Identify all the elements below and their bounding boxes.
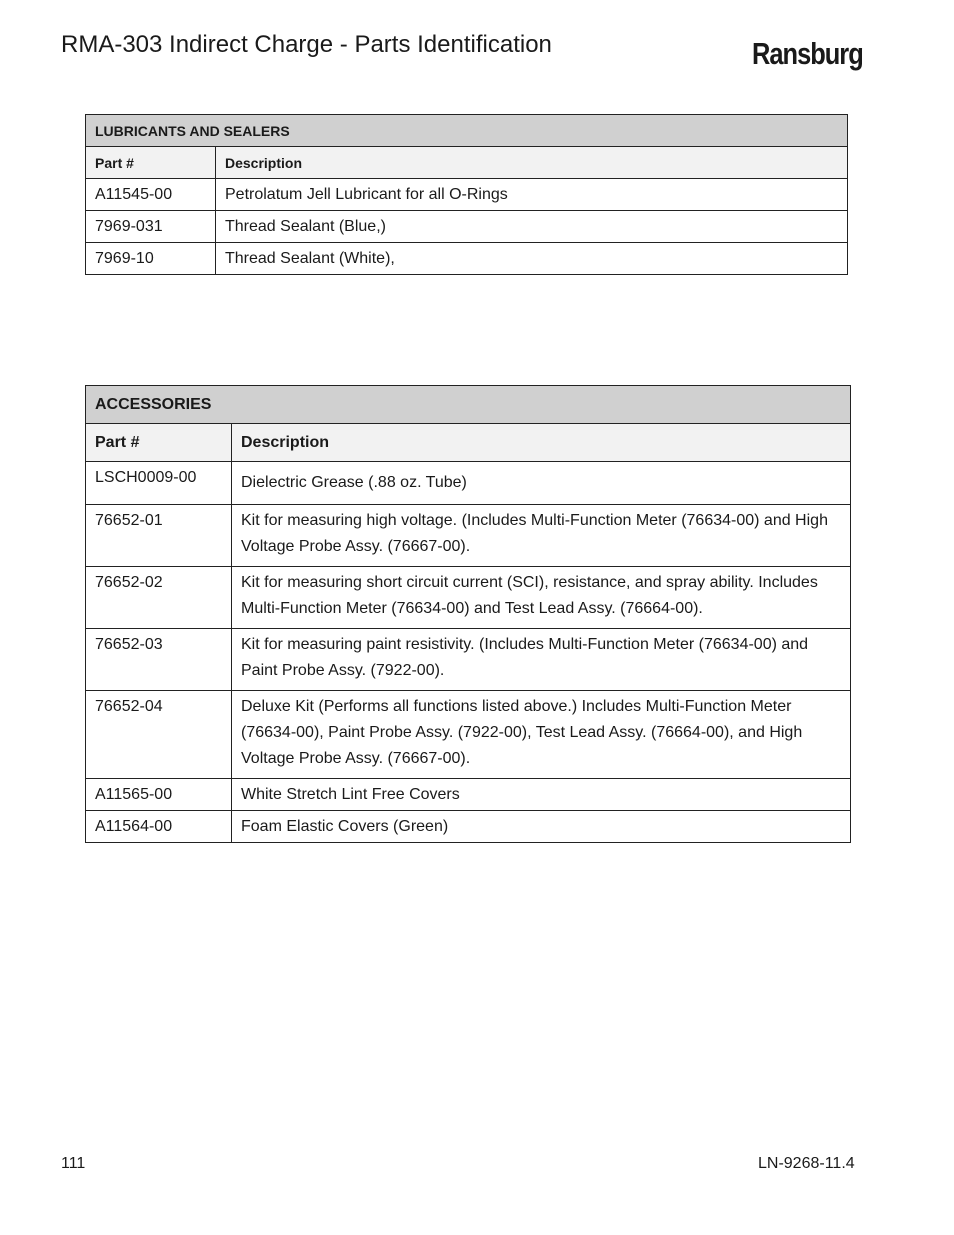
lubricants-table	[85, 114, 848, 275]
description-cell: Thread Sealant (Blue,)	[216, 211, 848, 243]
table-row	[86, 629, 851, 691]
page-number: 111	[61, 1155, 86, 1172]
table-row	[86, 811, 851, 843]
part-number-cell: 76652-01	[86, 505, 232, 567]
part-number-cell: A11545-00	[86, 179, 216, 211]
description-cell: Thread Sealant (White),	[216, 243, 848, 275]
table-section-header	[86, 115, 848, 147]
part-number-cell: 76652-04	[86, 691, 232, 779]
description-cell: Kit for measuring paint resistivity. (Includes Multi-Function Meter (76634-00) and Paint Probe Assy. (7922-00).	[232, 629, 851, 691]
table-row	[86, 211, 848, 243]
description-cell: Petrolatum Jell Lubricant for all O-Rings	[216, 179, 848, 211]
column-header-description: Description	[232, 424, 851, 462]
part-number-cell: A11564-00	[86, 811, 232, 843]
table-row	[86, 779, 851, 811]
description-cell: Kit for measuring short circuit current (SCI), resistance, and spray ability. Includes Multi-Function Meter (76634-00) and Test Lead Assy. (76664-00).	[232, 567, 851, 629]
page-title: RMA-303 Indirect Charge - Parts Identification	[61, 31, 552, 58]
table-row	[86, 567, 851, 629]
column-header-part: Part #	[86, 147, 216, 179]
part-number-cell: LSCH0009-00	[86, 462, 232, 505]
column-header-description: Description	[216, 147, 848, 179]
table-section-header	[86, 386, 851, 424]
part-number-cell: 7969-031	[86, 211, 216, 243]
column-header-part: Part #	[86, 424, 232, 462]
document-number: LN-9268-11.4	[758, 1155, 855, 1172]
part-number-cell: 7969-10	[86, 243, 216, 275]
description-cell: Dielectric Grease (.88 oz. Tube)	[232, 462, 851, 505]
description-cell: Deluxe Kit (Performs all functions listed above.) Includes Multi-Function Meter (76634-00), Paint Probe Assy. (7922-00), Test Lead Assy. (76664-00), and High Voltage Probe Assy. (76667-00).	[232, 691, 851, 779]
table-row	[86, 462, 851, 505]
part-number-cell: 76652-03	[86, 629, 232, 691]
accessories-table	[85, 385, 851, 843]
section-title: ACCESSORIES	[86, 386, 851, 424]
description-cell: White Stretch Lint Free Covers	[232, 779, 851, 811]
table-column-headers	[86, 147, 848, 179]
description-cell: Kit for measuring high voltage. (Includes Multi-Function Meter (76634-00) and High Voltage Probe Assy. (76667-00).	[232, 505, 851, 567]
section-title: LUBRICANTS AND SEALERS	[86, 115, 848, 147]
table-row	[86, 505, 851, 567]
table-column-headers	[86, 424, 851, 462]
part-number-cell: 76652-02	[86, 567, 232, 629]
ransburg-logo: Ransburg	[752, 36, 863, 71]
table-row	[86, 243, 848, 275]
table-row	[86, 691, 851, 779]
table-row	[86, 179, 848, 211]
description-cell: Foam Elastic Covers (Green)	[232, 811, 851, 843]
part-number-cell: A11565-00	[86, 779, 232, 811]
